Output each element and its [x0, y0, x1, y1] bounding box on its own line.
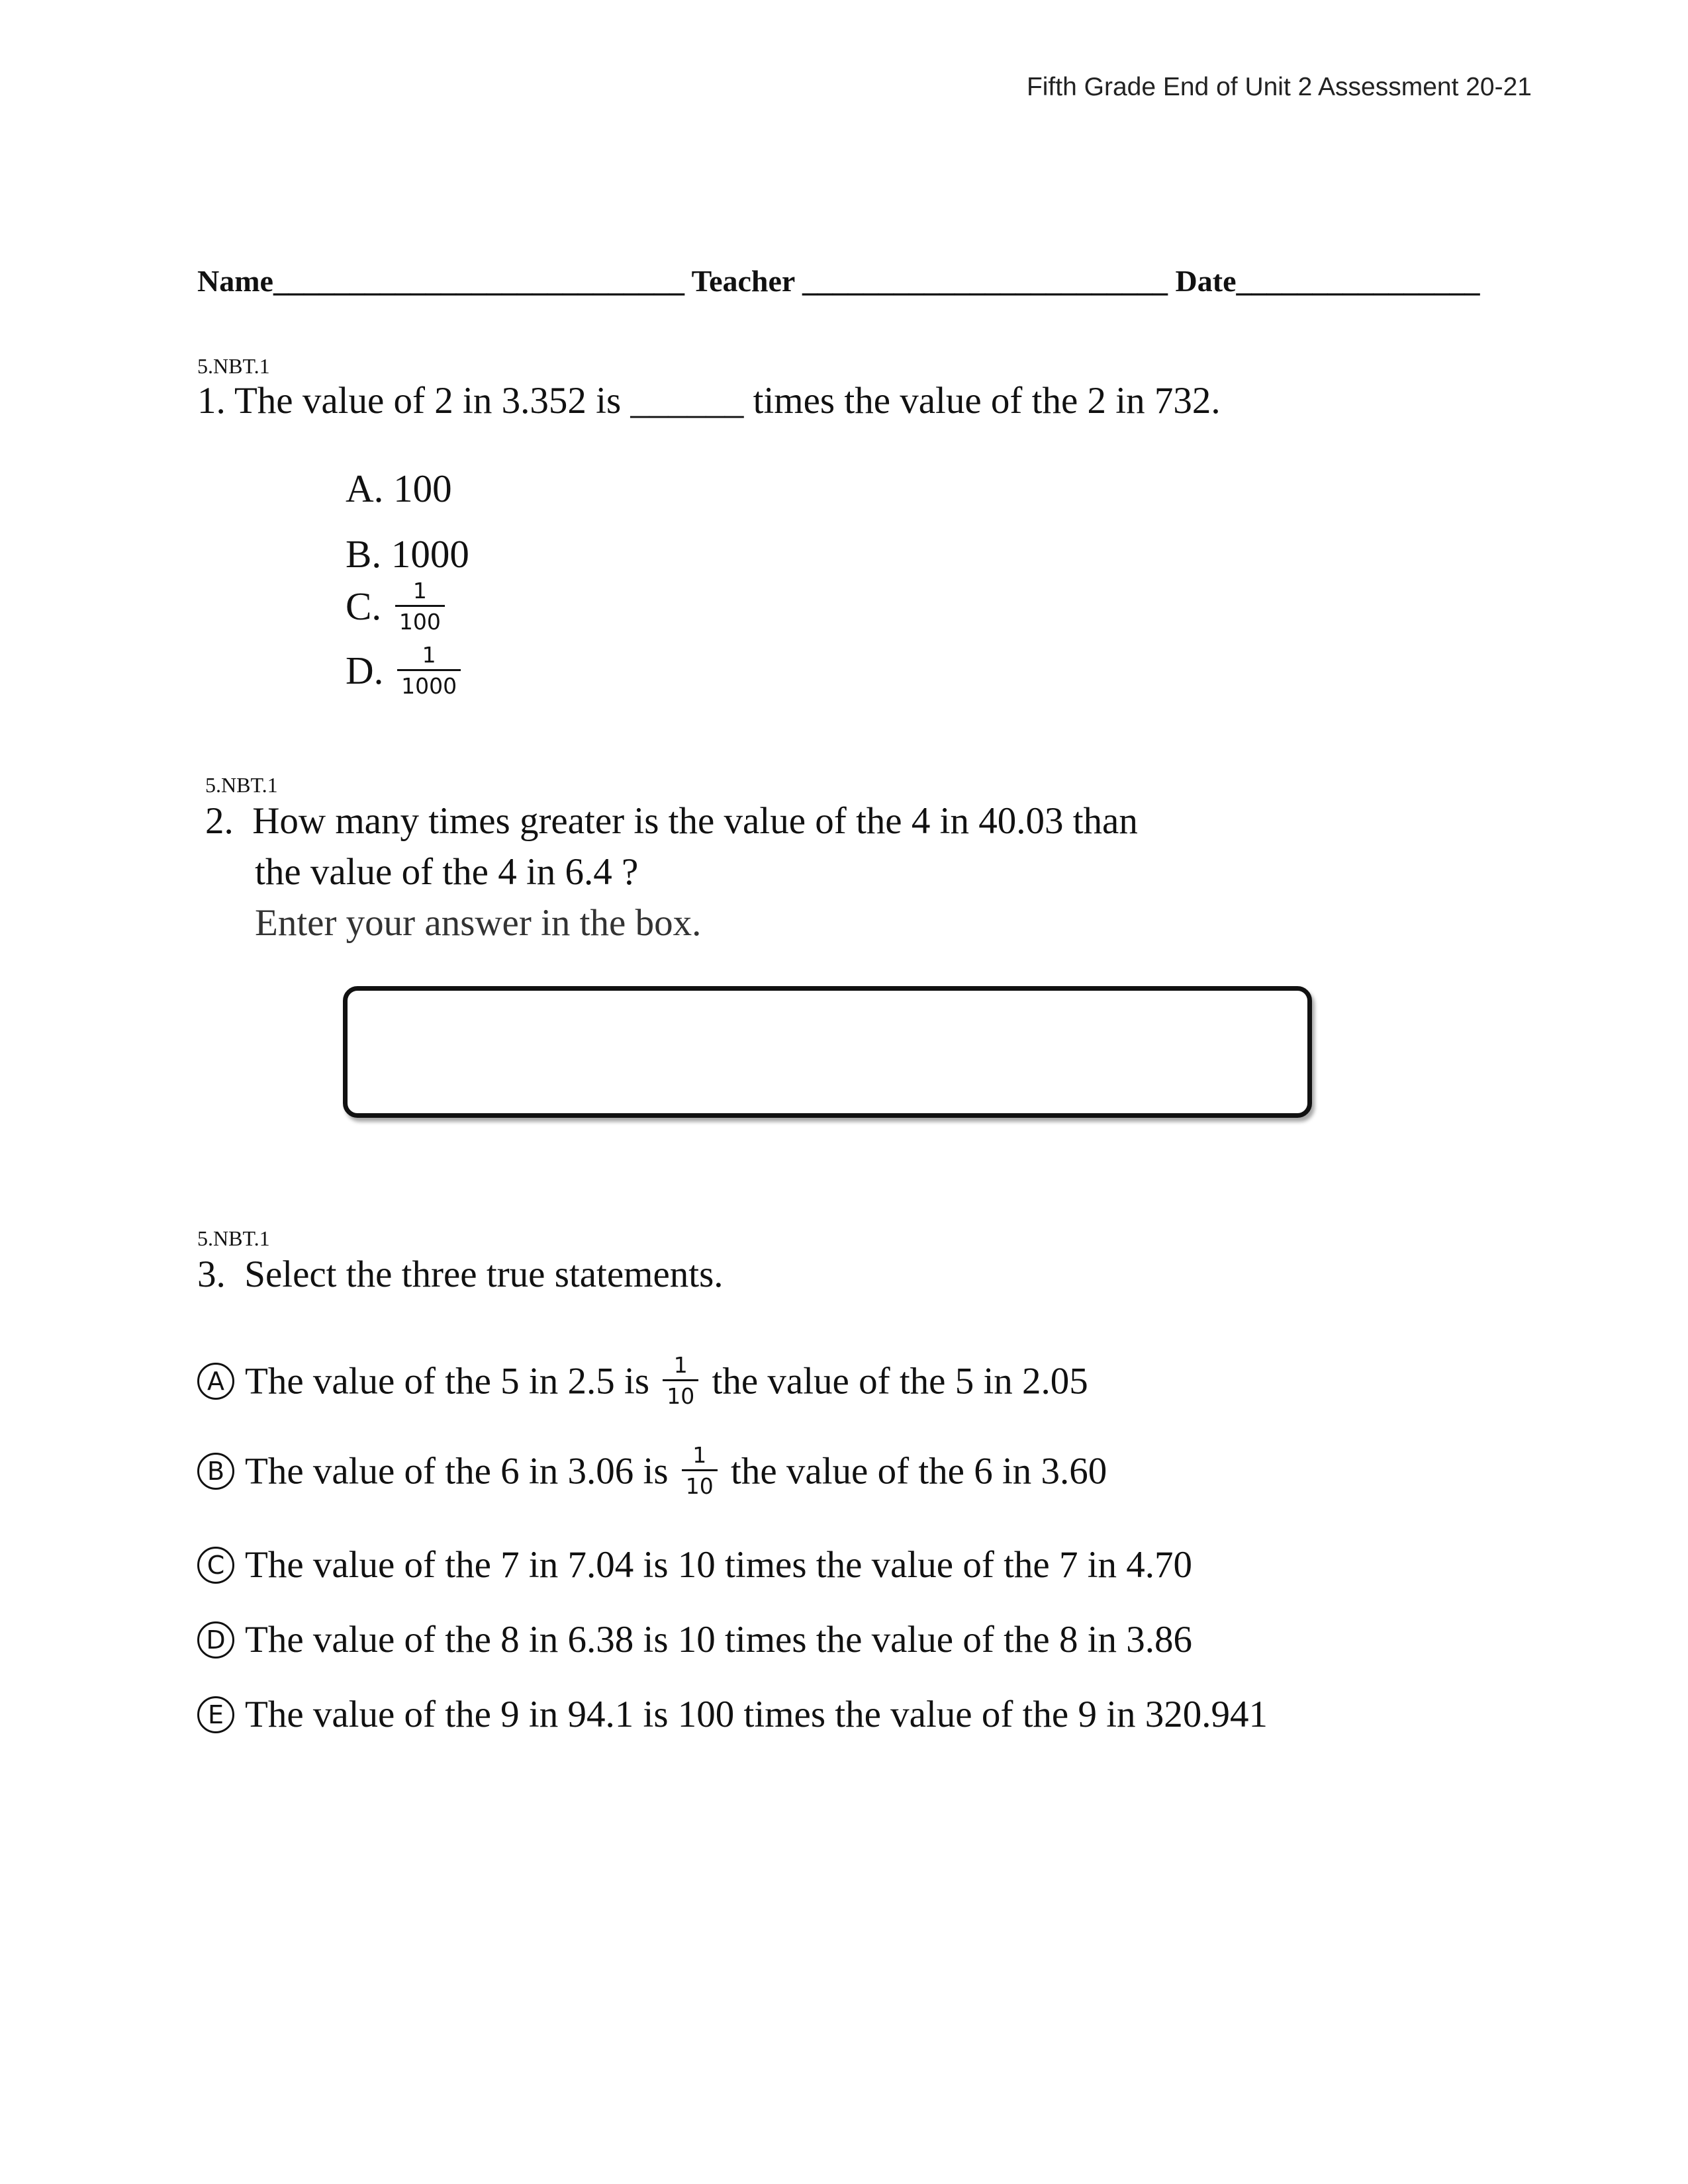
q1-option-b-text: 1000	[391, 532, 469, 576]
q3-statement-b[interactable]	[197, 1442, 1107, 1503]
q3-statement-b-pre: The value of the 6 in 3.06 is	[245, 1450, 669, 1492]
q3-statement-c-bubble[interactable]: C	[197, 1547, 234, 1584]
q3-statement-b-post: the value of the 6 in 3.60	[731, 1450, 1107, 1492]
fraction-bar	[663, 1379, 698, 1381]
q3-statement-d[interactable]	[197, 1618, 1192, 1662]
q3-statement-a[interactable]	[197, 1352, 1088, 1413]
q1-standard: 5.NBT.1	[197, 354, 270, 378]
q3-statement-d-text: The value of the 8 in 6.38 is 10 times the value of the 8 in 3.86	[245, 1619, 1193, 1661]
q1-option-d-letter: D.	[346, 648, 384, 692]
q1-option-c-denominator: 100	[399, 608, 441, 635]
page-header-title: Fifth Grade End of Unit 2 Assessment 20-21	[1026, 73, 1532, 101]
q1-option-a[interactable]	[346, 466, 452, 512]
q3-statement-b-numerator: 1	[692, 1442, 707, 1468]
q2-instruction: Enter your answer in the box.	[255, 902, 702, 944]
q2-line-2: the value of the 4 in 6.4 ?	[255, 851, 639, 893]
q3-number: 3.	[197, 1253, 226, 1295]
teacher-label: Teacher	[691, 264, 795, 298]
q3-statement-a-pre: The value of the 5 in 2.5 is	[245, 1360, 650, 1402]
date-label: Date	[1175, 264, 1237, 298]
q3-text: Select the three true statements.	[244, 1253, 724, 1295]
q1-option-a-text: 100	[393, 467, 452, 510]
q3-statement-e-text: The value of the 9 in 94.1 is 100 times the value of the 9 in 320.941	[245, 1694, 1268, 1735]
q1-option-c[interactable]	[346, 578, 449, 639]
student-info-row	[197, 263, 1480, 298]
q1-option-d-numerator: 1	[422, 642, 436, 668]
q3-statement-e-bubble[interactable]: E	[197, 1696, 234, 1733]
q2-answer-box[interactable]	[343, 986, 1312, 1118]
q1-option-b-letter: B.	[346, 532, 382, 576]
q3-statement-c-text: The value of the 7 in 7.04 is 10 times the value of the 7 in 4.70	[245, 1544, 1193, 1586]
q1-text: The value of 2 in 3.352 is ______ times the value of the 2 in 732.	[234, 380, 1221, 422]
q3-standard: 5.NBT.1	[197, 1226, 270, 1250]
q3-statement-a-denominator: 10	[667, 1383, 695, 1409]
q2-standard: 5.NBT.1	[205, 773, 278, 797]
date-blank[interactable]: ________________	[1236, 264, 1480, 298]
q1-option-c-letter: C.	[346, 584, 382, 628]
name-label: Name	[197, 264, 273, 298]
q3-statement-c[interactable]	[197, 1543, 1192, 1587]
q3-prompt	[197, 1253, 724, 1296]
q3-statement-d-bubble[interactable]: D	[197, 1621, 234, 1659]
q3-statement-b-fraction	[682, 1443, 718, 1499]
q2-number: 2.	[205, 800, 234, 842]
q1-option-a-letter: A.	[346, 467, 384, 510]
fraction-bar	[682, 1469, 718, 1471]
q2-text-1: How many times greater is the value of the 4 in 40.03 than	[252, 800, 1138, 842]
name-blank[interactable]: ___________________________	[273, 264, 684, 298]
q3-statement-b-bubble[interactable]: B	[197, 1453, 234, 1490]
q3-statement-e[interactable]	[197, 1693, 1268, 1737]
q3-statement-a-numerator: 1	[673, 1352, 688, 1378]
q1-prompt	[197, 379, 1221, 422]
q1-option-d[interactable]	[346, 642, 465, 703]
q1-number: 1.	[197, 380, 226, 422]
teacher-blank[interactable]: ________________________	[802, 264, 1168, 298]
q1-option-d-fraction	[397, 643, 461, 699]
q3-statement-a-post: the value of the 5 in 2.05	[712, 1360, 1088, 1402]
q3-statement-b-denominator: 10	[685, 1473, 714, 1499]
q1-option-d-denominator: 1000	[401, 672, 457, 699]
q1-option-c-numerator: 1	[412, 578, 427, 604]
q1-option-c-fraction	[395, 578, 445, 635]
fraction-bar	[397, 669, 461, 671]
q3-statement-a-bubble[interactable]: A	[197, 1363, 234, 1400]
q2-line-1	[205, 799, 1138, 842]
fraction-bar	[395, 605, 445, 607]
q3-statement-a-fraction	[663, 1353, 698, 1409]
q1-option-b[interactable]	[346, 531, 469, 577]
